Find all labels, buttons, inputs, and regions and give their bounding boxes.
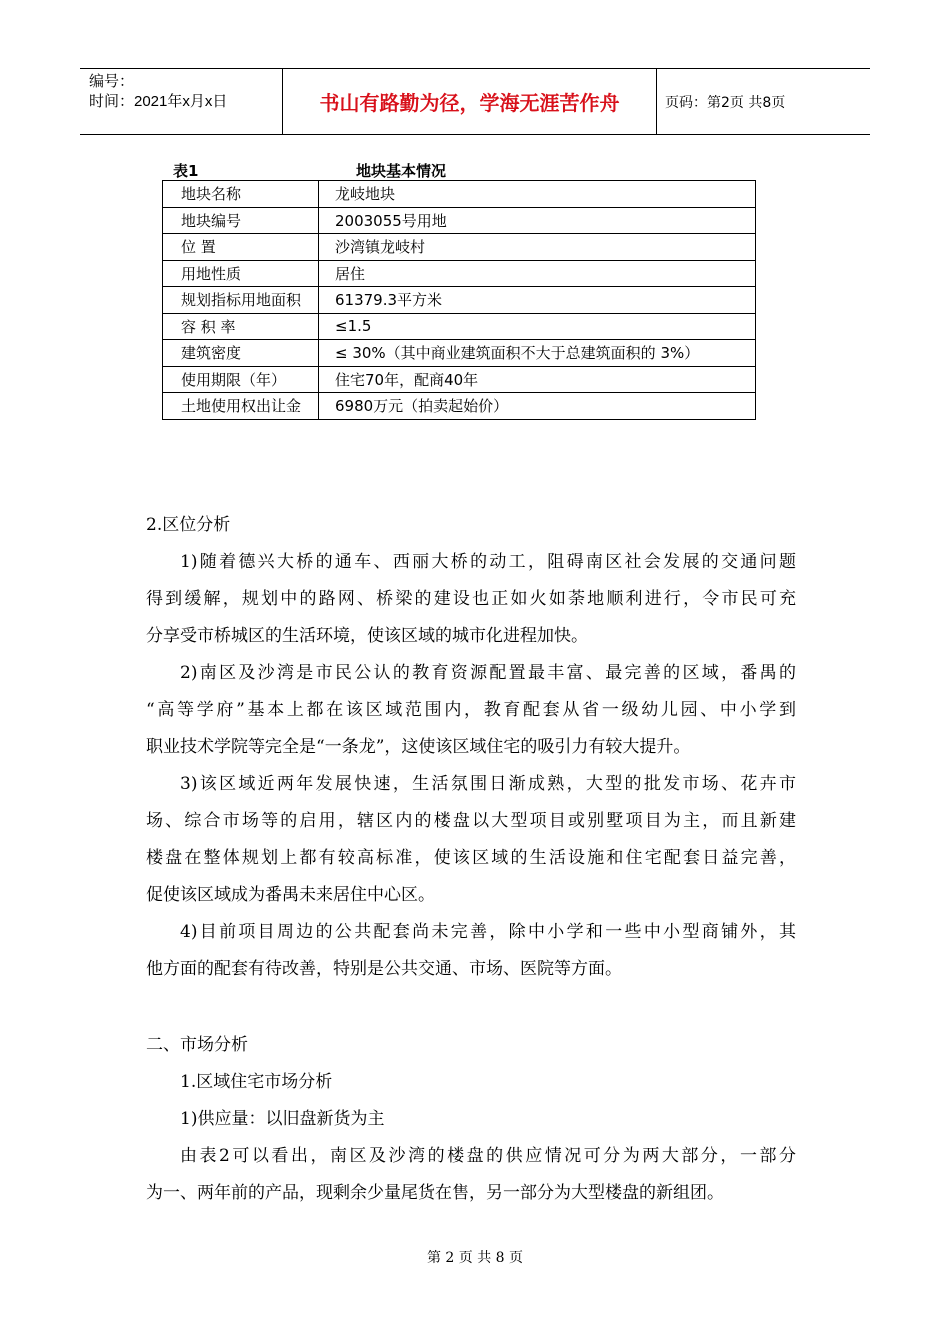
paragraph-line: 得到缓解，规划中的路网、桥梁的建设也正如火如荼地顺利进行，令市民可充: [146, 589, 796, 609]
table-row: [163, 340, 756, 367]
row-value: 龙岐地块: [319, 181, 756, 208]
paragraph-line: 楼盘在整体规划上都有较高标准，使该区域的生活设施和住宅配套日益完善，: [146, 848, 796, 868]
table-row: [163, 181, 756, 208]
row-value: 2003055号用地: [319, 207, 756, 234]
paragraph-line: 场、综合市场等的启用，辖区内的楼盘以大型项目或别墅项目为主，而且新建: [146, 811, 796, 831]
doc-time-label: 时间：2021年x月x日: [89, 93, 228, 110]
table-row: [163, 366, 756, 393]
row-key: 容 积 率: [163, 313, 319, 340]
table-row: [163, 234, 756, 261]
paragraph-line: 1)随着德兴大桥的通车、西丽大桥的动工，阻碍南区社会发展的交通问题: [180, 552, 796, 572]
table-caption-number: 表1: [173, 162, 199, 180]
doc-number-label: 编号：: [89, 73, 135, 90]
section-heading: 二、市场分析: [146, 1035, 248, 1055]
section-heading: 2.区位分析: [146, 515, 231, 535]
paragraph-line: 分享受市桥城区的生活环境，使该区域的城市化进程加快。: [146, 626, 588, 646]
row-key: 地块名称: [163, 181, 319, 208]
table-caption-title: 地块基本情况: [356, 162, 447, 180]
row-value: ≤1.5: [319, 313, 756, 340]
row-key: 规划指标用地面积: [163, 287, 319, 314]
paragraph-line: 4)目前项目周边的公共配套尚未完善，除中小学和一些中小型商铺外，其: [180, 922, 796, 942]
paragraph-line: “高等学府”基本上都在该区域范围内，教育配套从省一级幼儿园、中小学到: [146, 700, 796, 720]
paragraph-line: 他方面的配套有待改善，特别是公共交通、市场、医院等方面。: [146, 959, 622, 979]
header-page-code: 页码：第2页 共8页: [665, 94, 786, 111]
table-row: [163, 393, 756, 420]
row-value: 61379.3平方米: [319, 287, 756, 314]
row-key: 地块编号: [163, 207, 319, 234]
row-value: 住宅70年，配商40年: [319, 366, 756, 393]
table-row: [163, 287, 756, 314]
row-value: 沙湾镇龙岐村: [319, 234, 756, 261]
page-header: [80, 68, 870, 135]
row-key: 用地性质: [163, 260, 319, 287]
header-motto: 书山有路勤为径，学海无涯苦作舟: [282, 69, 657, 134]
header-meta: [80, 69, 282, 134]
paragraph-line: 由表2可以看出，南区及沙湾的楼盘的供应情况可分为两大部分，一部分: [180, 1146, 796, 1166]
paragraph-line: 3)该区域近两年发展快速，生活氛围日渐成熟，大型的批发市场、花卉市: [180, 774, 796, 794]
subsection-heading: 1.区域住宅市场分析: [180, 1072, 333, 1092]
row-key: 土地使用权出让金: [163, 393, 319, 420]
row-value: ≤ 30%（其中商业建筑面积不大于总建筑面积的 3%）: [319, 340, 756, 367]
row-key: 位 置: [163, 234, 319, 261]
row-value: 居住: [319, 260, 756, 287]
table-row: [163, 260, 756, 287]
row-key: 使用期限（年）: [163, 366, 319, 393]
page-footer: 第 2 页 共 8 页: [426, 1250, 524, 1266]
land-info-table: [162, 180, 756, 420]
paragraph-line: 2)南区及沙湾是市民公认的教育资源配置最丰富、最完善的区域，番禺的: [180, 663, 796, 683]
table-row: [163, 313, 756, 340]
paragraph-line: 职业技术学院等完全是“一条龙”，这使该区域住宅的吸引力有较大提升。: [146, 737, 691, 757]
table-row: [163, 207, 756, 234]
row-key: 建筑密度: [163, 340, 319, 367]
subsection-heading: 1)供应量：以旧盘新货为主: [180, 1109, 385, 1129]
paragraph-line: 为一、两年前的产品，现剩余少量尾货在售，另一部分为大型楼盘的新组团。: [146, 1183, 724, 1203]
paragraph-line: 促使该区域成为番禺未来居住中心区。: [146, 885, 435, 905]
row-value: 6980万元（拍卖起始价）: [319, 393, 756, 420]
